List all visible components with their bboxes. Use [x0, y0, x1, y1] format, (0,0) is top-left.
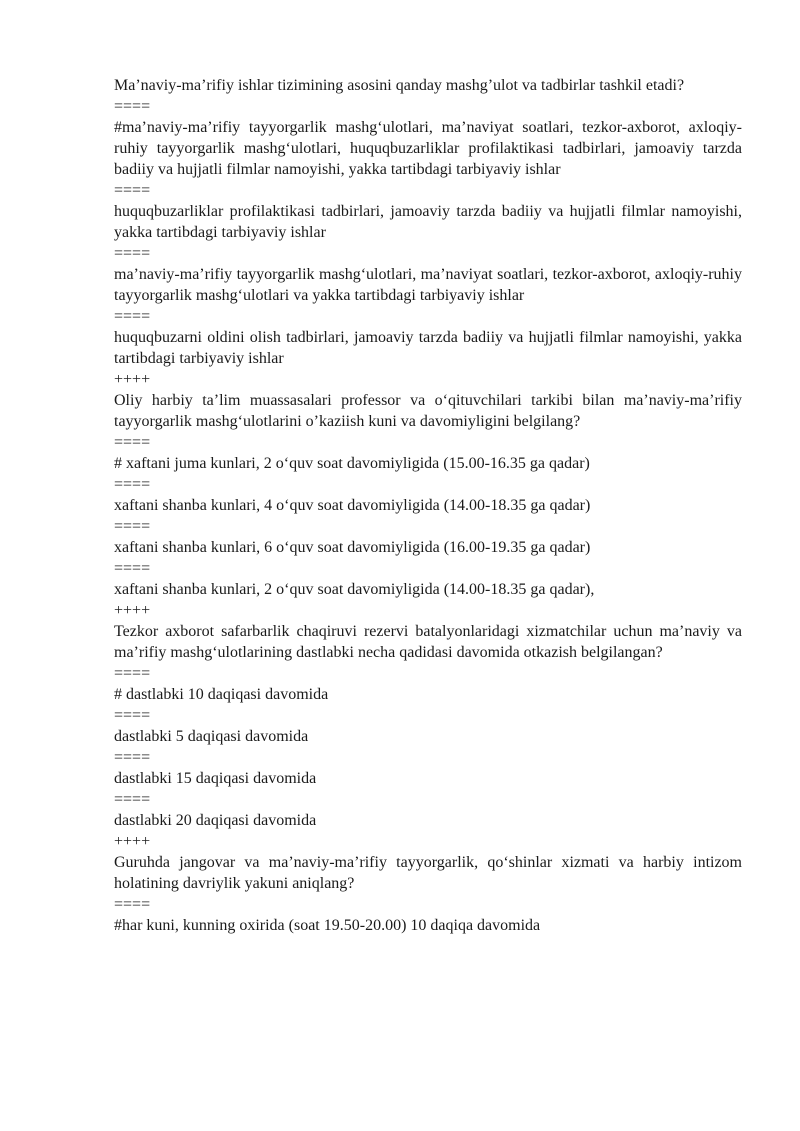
- answer-option: xaftani shanba kunlari, 6 o‘quv soat davomiyligida (16.00-19.35 ga qadar): [114, 539, 591, 556]
- separator: ====: [114, 896, 151, 913]
- separator: ====: [114, 791, 151, 808]
- answer-correct: # dastlabki 10 daqiqasi davomida: [114, 686, 329, 703]
- document-body: [114, 75, 742, 936]
- answer-option: xaftani shanba kunlari, 2 o‘quv soat davomiyligida (14.00-18.35 ga qadar),: [114, 581, 595, 598]
- answer-option: ma’naviy-ma’rifiy tayyorgarlik mashg‘ulotlari, ma’naviyat soatlari, tezkor-axborot, axloqiy-ruhiy tayyorgarlik mashg‘ulotlari va yakka tartibdagi tarbiyaviy ishlar: [114, 266, 742, 304]
- question-separator: ++++: [114, 602, 151, 619]
- separator: ====: [114, 434, 151, 451]
- separator: ====: [114, 665, 151, 682]
- separator: ====: [114, 476, 151, 493]
- question-1: Ma’naviy-ma’rifiy ishlar tizimining asosini qanday mashg’ulot va tadbirlar tashkil etadi?: [114, 77, 685, 94]
- separator: ====: [114, 98, 151, 115]
- separator: ====: [114, 308, 151, 325]
- answer-correct: #har kuni, kunning oxirida (soat 19.50-20.00) 10 daqiqa davomida: [114, 917, 541, 934]
- separator: ====: [114, 182, 151, 199]
- separator: ====: [114, 707, 151, 724]
- question-separator: ++++: [114, 833, 151, 850]
- separator: ====: [114, 518, 151, 535]
- answer-option: dastlabki 20 daqiqasi davomida: [114, 812, 317, 829]
- answer-option: xaftani shanba kunlari, 4 o‘quv soat davomiyligida (14.00-18.35 ga qadar): [114, 497, 591, 514]
- question-2: Oliy harbiy ta’lim muassasalari professor va o‘qituvchilari tarkibi bilan ma’naviy-ma’rifiy tayyorgarlik mashg‘ulotlarini o’kaziish kuni va davomiyligini belgilang?: [114, 392, 742, 430]
- question-separator: ++++: [114, 371, 151, 388]
- answer-correct: # xaftani juma kunlari, 2 o‘quv soat davomiyligida (15.00-16.35 ga qadar): [114, 455, 590, 472]
- question-4: Guruhda jangovar va ma’naviy-ma’rifiy tayyorgarlik, qo‘shinlar xizmati va harbiy intizom holatining davriylik yakuni aniqlang?: [114, 854, 742, 892]
- separator: ====: [114, 560, 151, 577]
- question-3: Tezkor axborot safarbarlik chaqiruvi rezervi batalyonlaridagi xizmatchilar uchun ma’naviy va ma’rifiy mashg‘ulotlarining dastlabki necha qadidasi davomida otkazish belgilangan?: [114, 623, 742, 661]
- answer-option: huquqbuzarni oldini olish tadbirlari, jamoaviy tarzda badiiy va hujjatli filmlar namoyishi, yakka tartibdagi tarbiyaviy ishlar: [114, 329, 742, 367]
- answer-option: dastlabki 15 daqiqasi davomida: [114, 770, 317, 787]
- answer-option: dastlabki 5 daqiqasi davomida: [114, 728, 309, 745]
- separator: ====: [114, 749, 151, 766]
- answer-correct: #ma’naviy-ma’rifiy tayyorgarlik mashg‘ulotlari, ma’naviyat soatlari, tezkor-axborot, axloqiy-ruhiy tayyorgarlik mashg‘ulotlari, huquqbuzarliklar profilaktikasi tadbirlari, jamoaviy tarzda badiiy va hujjatli filmlar namoyishi, yakka tartibdagi tarbiyaviy ishlar: [114, 119, 742, 178]
- separator: ====: [114, 245, 151, 262]
- answer-option: huquqbuzarliklar profilaktikasi tadbirlari, jamoaviy tarzda badiiy va hujjatli filmlar namoyishi, yakka tartibdagi tarbiyaviy ishlar: [114, 203, 742, 241]
